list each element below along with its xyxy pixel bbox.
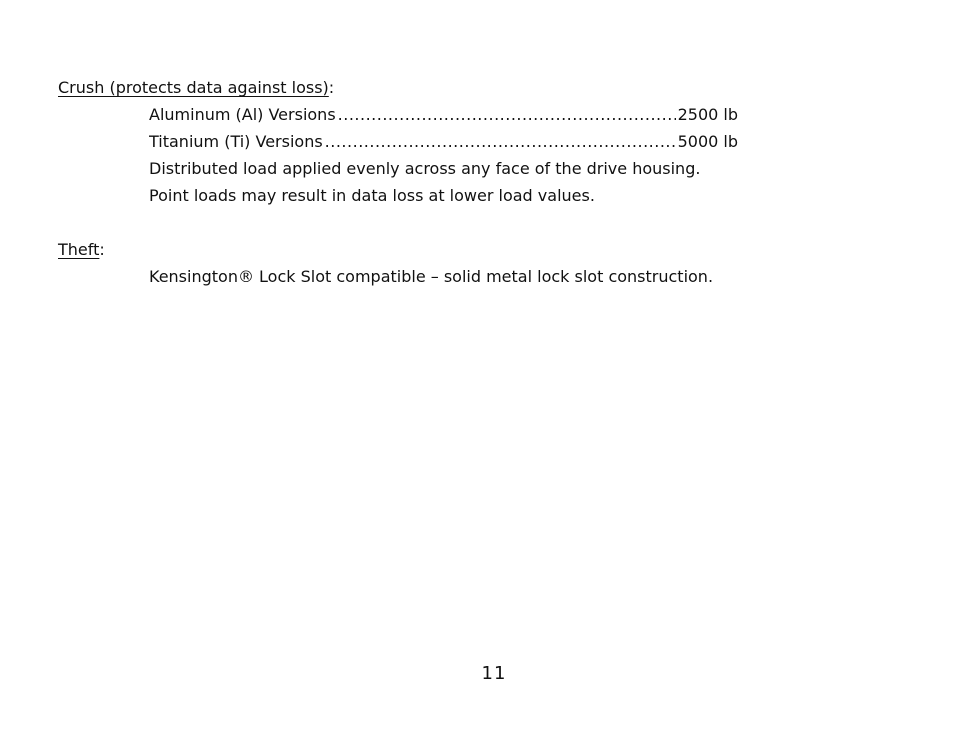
titanium-spec-value: 5000 lb bbox=[677, 132, 738, 151]
page-number: 11 bbox=[481, 663, 507, 684]
theft-heading-colon: : bbox=[99, 240, 105, 259]
crush-section bbox=[58, 74, 918, 209]
theft-heading-text: Theft bbox=[58, 240, 100, 259]
theft-heading bbox=[58, 236, 918, 263]
crush-note-distributed-load: Distributed load applied evenly across any face of the drive housing. bbox=[149, 159, 701, 178]
theft-section bbox=[58, 236, 918, 290]
titanium-spec-label: Titanium (Ti) Versions bbox=[149, 132, 323, 151]
titanium-spec-leader bbox=[325, 128, 676, 155]
crush-heading bbox=[58, 74, 918, 101]
crush-note-point-loads: Point loads may result in data loss at lower load values. bbox=[149, 186, 595, 205]
aluminum-spec-leader bbox=[338, 101, 676, 128]
crush-heading-text: Crush (protects data against loss) bbox=[58, 78, 329, 97]
aluminum-spec-label: Aluminum (Al) Versions bbox=[149, 105, 336, 124]
crush-heading-colon: : bbox=[328, 78, 335, 97]
titanium-spec-row bbox=[149, 128, 738, 155]
aluminum-spec-row bbox=[149, 101, 738, 128]
aluminum-spec-value: 2500 lb bbox=[677, 105, 738, 124]
theft-lock-slot-line: Kensington® Lock Slot compatible – solid metal lock slot construction. bbox=[149, 267, 714, 286]
